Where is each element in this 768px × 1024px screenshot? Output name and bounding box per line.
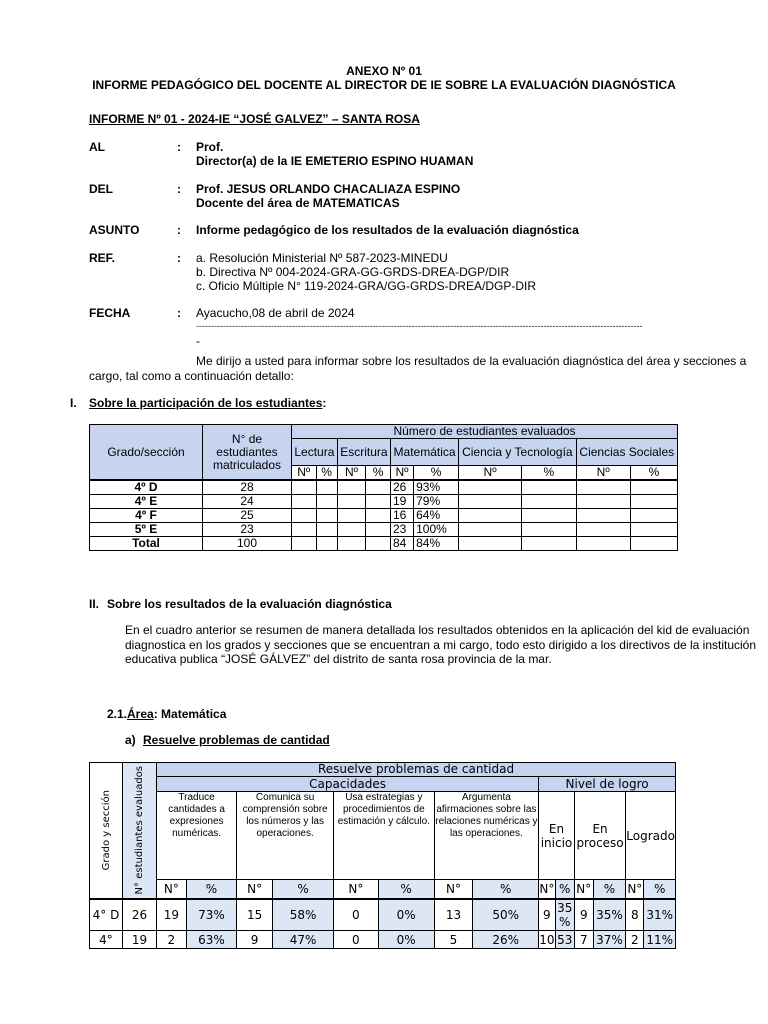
- subsection-number: 2.1.: [107, 707, 128, 721]
- asunto-colon: :: [177, 223, 181, 237]
- section1-title: Sobre la participación de los estudiantes: [89, 396, 323, 410]
- table-row: [90, 899, 676, 931]
- sub-pct: %: [630, 466, 677, 481]
- row-cell: 10: [539, 932, 555, 947]
- sub-pct: %: [555, 880, 574, 899]
- row-cell: 7: [574, 931, 593, 949]
- section1-heading: [89, 396, 326, 410]
- grado-seccion-header: Grado y sección: [90, 763, 123, 899]
- al-label: AL: [89, 140, 105, 154]
- cap-comunica: Comunica su comprensión sobre los números y las operaciones.: [237, 792, 334, 880]
- sub-pct: %: [473, 880, 539, 899]
- row-cell: 58%: [273, 899, 334, 931]
- sub-n: N°: [626, 880, 644, 899]
- row-grado: 4º D: [90, 480, 203, 495]
- al-value-line2: Director(a) de la IE EMETERIO ESPINO HUAMAN: [196, 154, 474, 168]
- ref-colon: :: [177, 251, 181, 265]
- sub-pct: %: [522, 466, 577, 481]
- row-matriculados: 25: [203, 509, 292, 523]
- row-mat-n: 19: [390, 495, 413, 509]
- section2-para-line3: educativa publica “JOSÉ GÁLVEZ” del distrito de santa rosa provincia de la mar.: [125, 652, 552, 666]
- fecha-label: FECHA: [89, 306, 131, 320]
- section2-title: Sobre los resultados de la evaluación diagnóstica: [107, 597, 392, 611]
- row-mat-pct: 79%: [414, 495, 459, 509]
- sub-pct: %: [593, 880, 626, 899]
- row-cell: 0%: [378, 899, 434, 931]
- table-row-total: [90, 537, 678, 551]
- del-value-line1: Prof. JESUS ORLANDO CHACALIAZA ESPINO: [196, 182, 461, 196]
- sub-pct: %: [414, 466, 459, 481]
- al-value-line1: Prof.: [196, 140, 224, 154]
- table-row: [90, 931, 676, 949]
- subsection-2-1: [107, 707, 226, 721]
- row-cell: 11%: [644, 931, 676, 949]
- sub-pct: %: [273, 880, 334, 899]
- row-cell: 19: [157, 899, 187, 931]
- nivel-logrado: Logrado: [626, 792, 676, 880]
- sub-pct: %: [366, 466, 391, 481]
- row-cell: 26%: [473, 931, 539, 949]
- row-grado: 4º E: [90, 495, 203, 509]
- fecha-value: Ayacucho,08 de abril de 2024: [196, 306, 355, 320]
- area-lectura: Lectura: [292, 439, 338, 466]
- sub-n: N°: [237, 880, 273, 899]
- row-cell: 63%: [186, 931, 236, 949]
- row-cell: 0: [334, 931, 379, 949]
- row-cell: 0%: [378, 931, 434, 949]
- row-grado: Total: [90, 537, 203, 551]
- row-cell: 37%: [593, 931, 626, 949]
- area-word: Área: [127, 707, 154, 721]
- subsection-a-title: Resuelve problemas de cantidad: [143, 733, 330, 747]
- grado-header: Grado/sección: [90, 425, 203, 481]
- row-cell: 47%: [273, 931, 334, 949]
- nivel-en-inicio: En inicio: [539, 792, 575, 880]
- row-mat-pct: 84%: [414, 537, 459, 551]
- separator-tail: -: [196, 334, 200, 348]
- del-colon: :: [177, 182, 181, 196]
- row-mat-n: 26: [390, 480, 413, 495]
- row-grado: 4º F: [90, 509, 203, 523]
- row-cell: 2: [626, 931, 644, 949]
- row-cell: 73%: [186, 899, 236, 931]
- intro-line2: cargo, tal como a continuación detallo:: [89, 369, 294, 383]
- row-cell: 31%: [644, 899, 676, 931]
- del-value-line2: Docente del área de MATEMATICAS: [196, 196, 400, 210]
- fecha-colon: :: [177, 306, 181, 320]
- row-mat-pct: 100%: [414, 523, 459, 537]
- area-sociales: Ciencias Sociales: [576, 439, 677, 466]
- row-matriculados: 23: [203, 523, 292, 537]
- row-cell: 0: [334, 899, 379, 931]
- sub-n: N°: [334, 880, 379, 899]
- sub-n: Nº: [337, 466, 365, 481]
- cap-argumenta: Argumenta afirmaciones sobre las relaciones numéricas y las operaciones.: [434, 792, 539, 880]
- row-mat-n: 16: [390, 509, 413, 523]
- ref-item-b: b. Directiva Nº 004-2024-GRA-GG-GRDS-DREA-DGP/DIR: [196, 265, 510, 279]
- row-cell: 9: [539, 899, 555, 931]
- row-mat-n: 23: [390, 523, 413, 537]
- nivel-header: Nivel de logro: [539, 777, 676, 792]
- row-grado: 4° D: [90, 899, 123, 931]
- row-cell: 8: [626, 899, 644, 931]
- row-cell: 15: [237, 899, 273, 931]
- sub-n: N°: [574, 880, 593, 899]
- intro-line1: Me dirijo a usted para informar sobre los resultados de la evaluación diagnóstica del área y secciones a: [196, 354, 747, 368]
- capacidades-header: Capacidades: [157, 777, 539, 792]
- competency-title: Resuelve problemas de cantidad: [157, 763, 676, 777]
- report-title: INFORME PEDAGÓGICO DEL DOCENTE AL DIRECTOR DE IE SOBRE LA EVALUACIÓN DIAGNÓSTICA: [92, 78, 676, 92]
- area-name: : Matemática: [153, 707, 227, 721]
- row-grado: 4°: [90, 931, 123, 949]
- sub-n: N°: [539, 880, 555, 899]
- sub-n: Nº: [576, 466, 630, 481]
- section2-para-line2: diagnostica en los grados y secciones que se encuentran a mi cargo, todo esto dirigido a los directivos de la institución: [125, 638, 757, 652]
- separator-line: -----------------------------------------------------------------------------------------------------------------------------------------------------: [196, 321, 643, 331]
- row-evaluados: 19: [123, 931, 157, 949]
- sub-n: N°: [157, 880, 187, 899]
- sub-pct: %: [186, 880, 236, 899]
- ref-item-a: a. Resolución Ministerial Nº 587-2023-MINEDU: [196, 251, 448, 265]
- sub-n: Nº: [292, 466, 317, 481]
- matriculados-header: N° de estudiantes matriculados: [203, 425, 292, 481]
- table-row: [90, 495, 678, 509]
- evaluados-header: N° estudiantes evaluados: [123, 763, 157, 899]
- row-grado: 5º E: [90, 523, 203, 537]
- table-row: [90, 509, 678, 523]
- area-matematica: Matemática: [390, 439, 458, 466]
- ref-item-c: c. Oficio Múltiple N° 119-2024-GRA/GG-GRDS-DREA/DGP-DIR: [196, 279, 536, 293]
- sub-n: Nº: [390, 466, 413, 481]
- row-mat-pct: 93%: [414, 480, 459, 495]
- row-cell: 9: [574, 899, 593, 931]
- sub-pct: %: [378, 880, 434, 899]
- area-escritura: Escritura: [337, 439, 390, 466]
- section1-colon: :: [322, 396, 327, 410]
- row-cell: 13: [434, 899, 473, 931]
- sub-n: Nº: [459, 466, 522, 481]
- sub-n: N°: [434, 880, 473, 899]
- row-cell: 2: [157, 931, 187, 949]
- table-row: [90, 523, 678, 537]
- del-label: DEL: [89, 182, 113, 196]
- subsection-a-letter: a): [125, 733, 136, 747]
- row-matriculados: 100: [203, 537, 292, 551]
- row-mat-pct: 64%: [414, 509, 459, 523]
- report-number: INFORME Nº 01 - 2024-IE “JOSÉ GALVEZ” – SANTA ROSA: [89, 112, 420, 126]
- area-ciencia: Ciencia y Tecnología: [459, 439, 576, 466]
- sub-pct: %: [644, 880, 676, 899]
- evaluados-header: Número de estudiantes evaluados: [292, 425, 678, 439]
- row-mat-n: 84: [390, 537, 413, 551]
- section1-number: I.: [70, 396, 77, 410]
- cap-traduce: Traduce cantidades a expresiones numéricas.: [157, 792, 237, 880]
- row-cell: 53: [557, 932, 573, 947]
- row-matriculados: 28: [203, 480, 292, 495]
- section2-para-line1: En el cuadro anterior se resumen de manera detallada los resultados obtenidos en la aplicación del kid de evaluación: [125, 623, 750, 637]
- sub-pct: %: [316, 466, 337, 481]
- section2-number: II.: [89, 597, 100, 611]
- row-evaluados: 26: [123, 899, 157, 931]
- row-cell: 9: [237, 931, 273, 949]
- row-cell: 35 %: [555, 899, 574, 931]
- participation-table: [89, 424, 678, 551]
- al-colon: :: [177, 140, 181, 154]
- table-row: [90, 480, 678, 495]
- row-matriculados: 24: [203, 495, 292, 509]
- row-cell: 50%: [473, 899, 539, 931]
- annex-heading: ANEXO Nº 01: [346, 64, 422, 78]
- row-cell: 35%: [593, 899, 626, 931]
- asunto-label: ASUNTO: [89, 223, 140, 237]
- row-cell: 5: [434, 931, 473, 949]
- ref-label: REF.: [89, 251, 116, 265]
- competency-table: [89, 762, 676, 949]
- asunto-value: Informe pedagógico de los resultados de la evaluación diagnóstica: [196, 223, 579, 237]
- nivel-en-proceso: En proceso: [574, 792, 625, 880]
- cap-usa-estrategias: Usa estrategias y procedimientos de estimación y cálculo.: [334, 792, 435, 880]
